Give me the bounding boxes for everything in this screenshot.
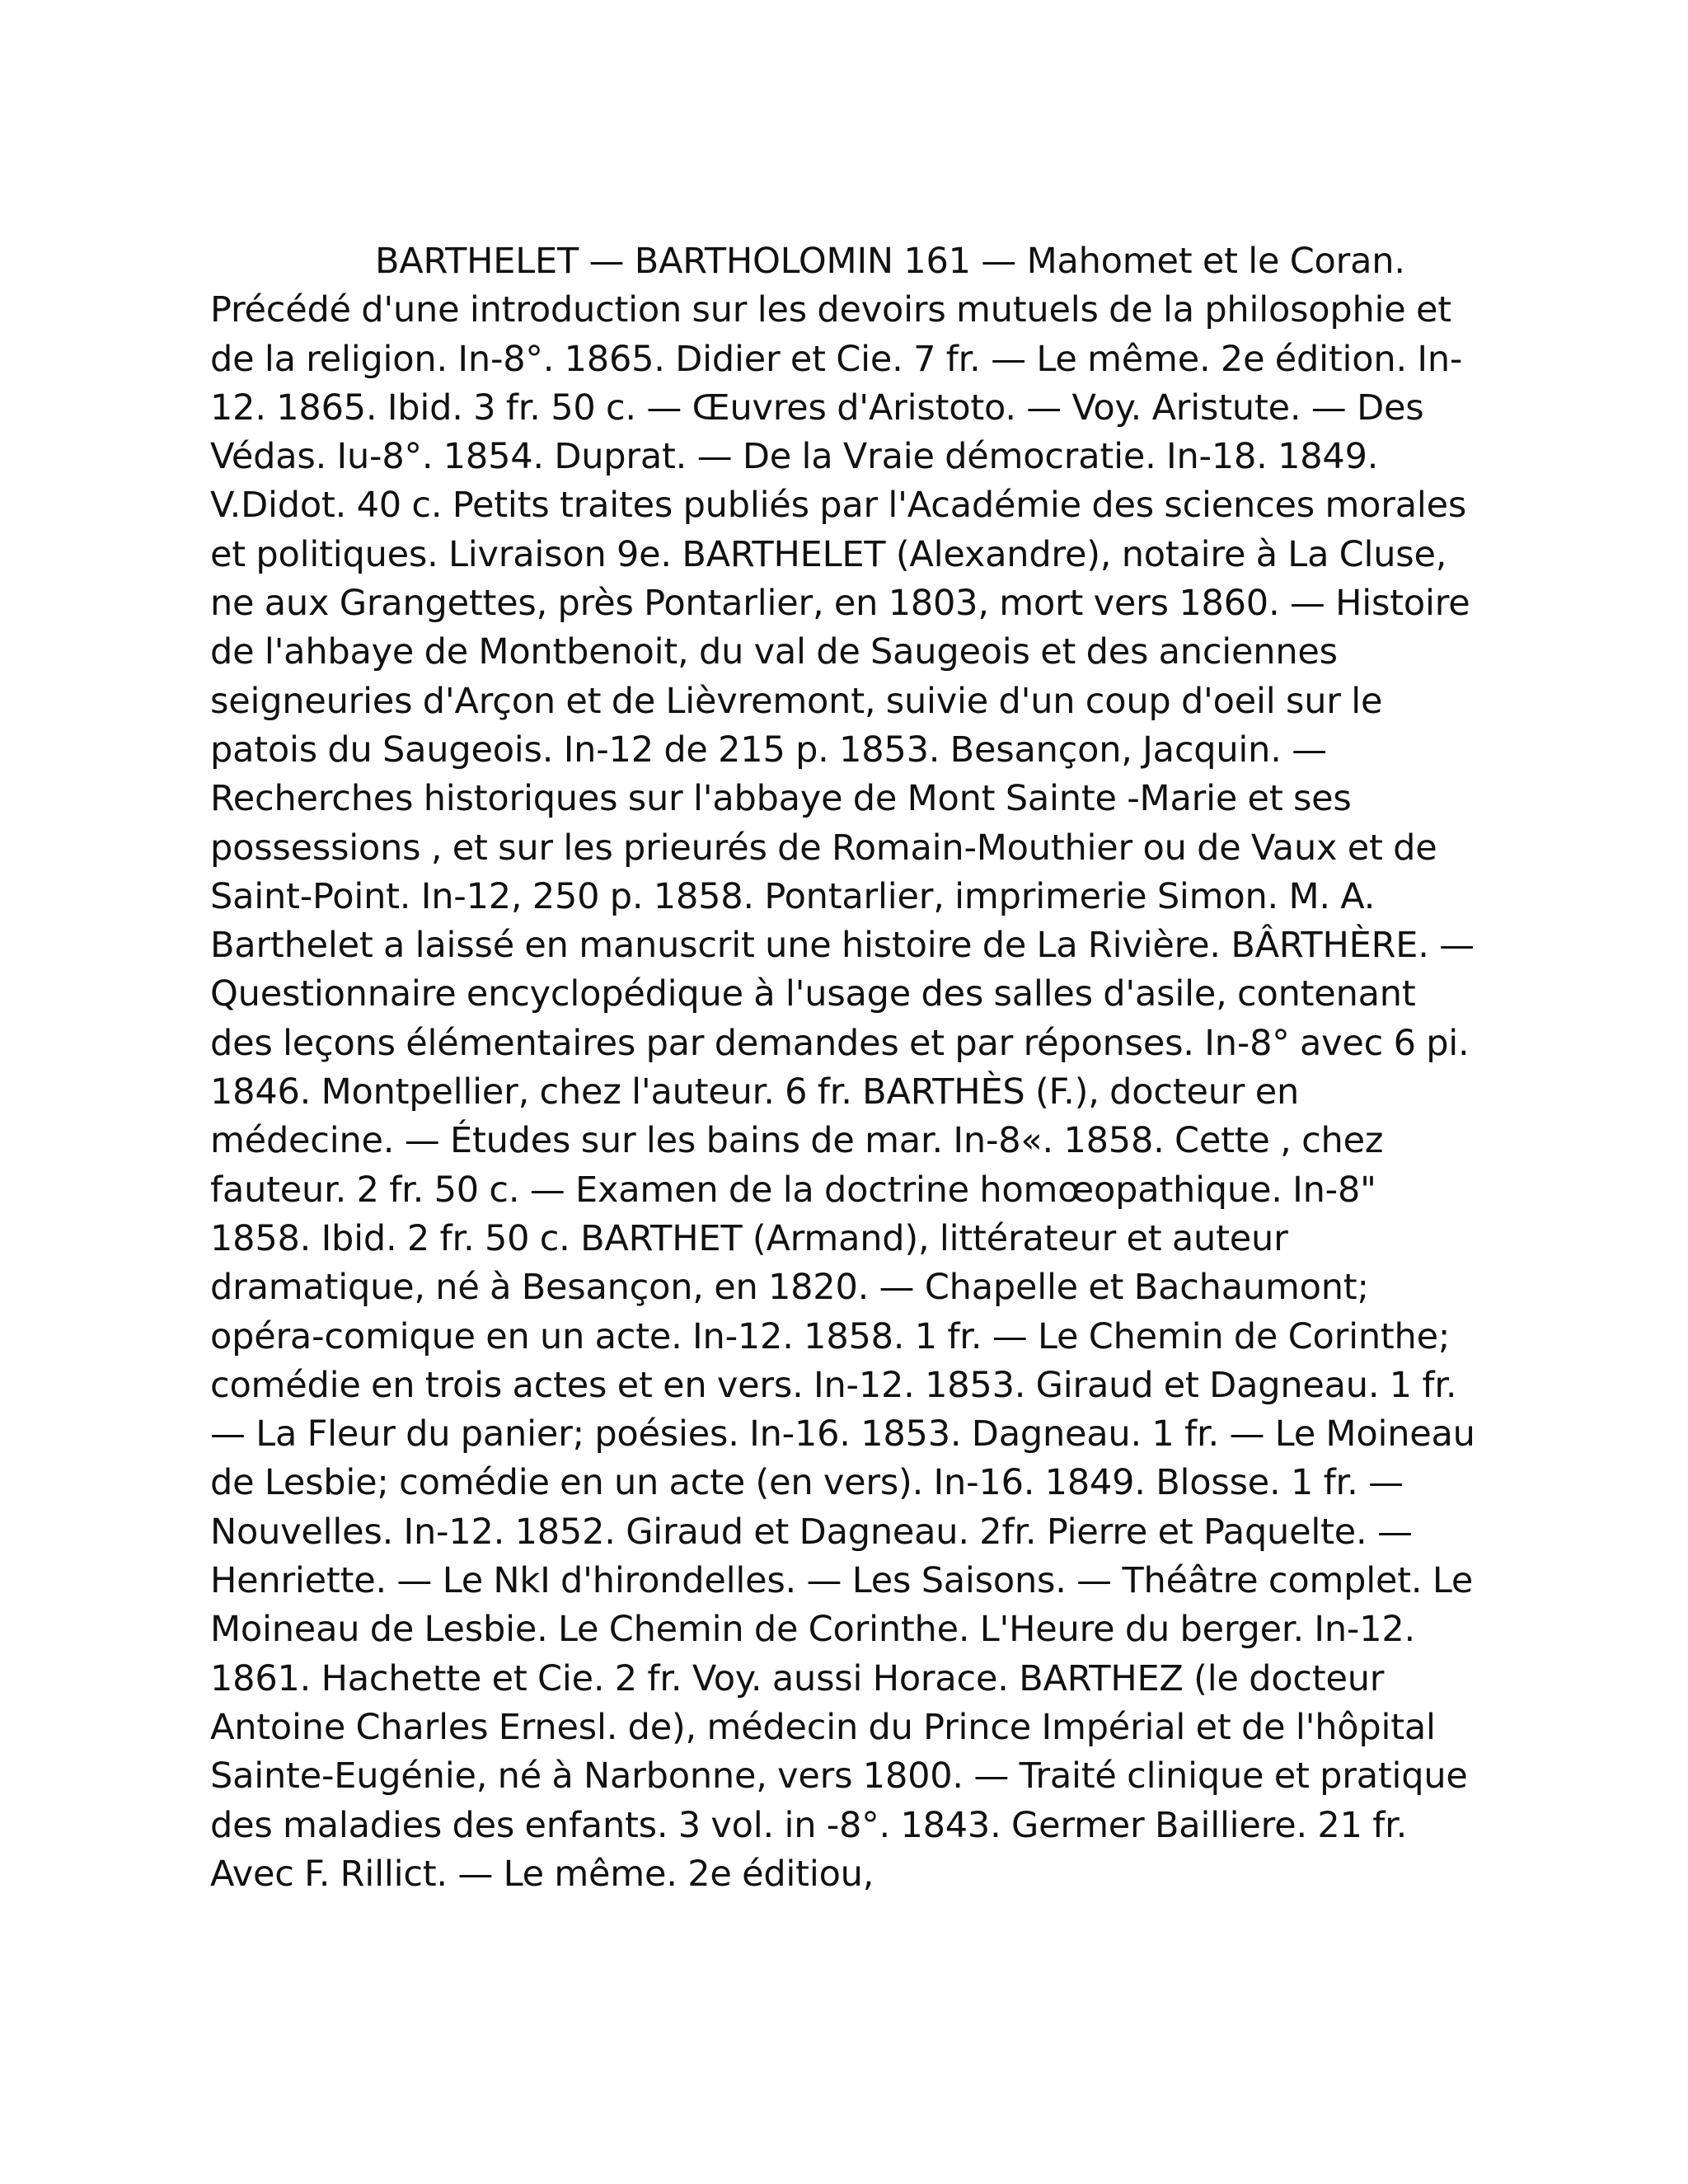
body-paragraph: BARTHELET — BARTHOLOMIN 161 — Mahomet et le Coran. Précédé d'une introduction sur les devoirs mutuels de la philosophie et de la religion. In-8°. 1865. Didier et Cie. 7 fr. — Le même. 2e édition. In- 12. 1865. Ibid. 3 fr. 50 c. — Œuvres d'Aristoto. — Voy. Aristute. — Des Védas. Iu-8°. 1854. Duprat. — De la Vraie démocratie. In-18. 1849. V.Didot. 40 c. Petits traites publiés par l'Académie des sciences morales et politiques. Livraison 9e. BARTHELET (Alexandre), notaire à La Cluse, ne aux Grangettes, près Pontarlier, en 1803, mort vers 1860. — Histoire de l'ahbaye de Montbenoit, du val de Saugeois et des anciennes seigneuries d'Arçon et de Lièvremont, suivie d'un coup d'oeil sur le patois du Saugeois. In-12 de 215 p. 1853. Besançon, Jacquin. — Recherches historiques sur l'abbaye de Mont Sainte -Marie et ses possessions , et sur les prieurés de Romain-Mouthier ou de Vaux et de Saint-Point. In-12, 250 p. 1858. Pontarlier, imprimerie Simon. M. A. Barthelet a laissé en manuscrit une histoire de La Rivière. BÂRTHÈRE. — Questionnaire encyclopédique à l'usage des salles d'asile, contenant des leçons élémentaires par demandes et par réponses. In-8° avec 6 pi. 1846. Montpellier, chez l'auteur. 6 fr. BARTHÈS (F.), docteur en médecine. — Études sur les bains de mar. In-8«. 1858. Cette , chez fauteur. 2 fr. 50 c. — Examen de la doctrine homœopathique. In-8" 1858. Ibid. 2 fr. 50 c. BARTHET (Armand), littérateur et auteur dramatique, né à Besançon, en 1820. — Chapelle et Bachaumont; opéra-comique en un acte. In-12. 1858. 1 fr. — Le Chemin de Corinthe; comédie en trois actes et en vers. In-12. 1853. Giraud et Dagneau. 1 fr. — La Fleur du panier; poésies. In-16. 1853. Dagneau. 1 fr. — Le Moineau de Lesbie; comédie en un acte (en vers). In-16. 1849. Blosse. 1 fr. — Nouvelles. In-12. 1852. Giraud et Dagneau. 2fr. Pierre et Paquelte. — Henriette. — Le NkI d'hirondelles. — Les Saisons. — Théâtre complet. Le Moineau de Lesbie. Le Chemin de Corinthe. L'Heure du berger. In-12. 1861. Hachette et Cie. 2 fr. Voy. aussi Horace. BARTHEZ (le docteur Antoine Charles Ernesl. de), médecin du Prince Impérial et de l'hôpital Sainte-Eugénie, né à Narbonne, vers 1800. — Traité clinique et pratique des maladies des enfants. 3 vol. in -8°. 1843. Germer Bailliere. 21 fr. Avec F. Rillict. — Le même. 2e éditiou, xyxy=(210,241,1475,1895)
